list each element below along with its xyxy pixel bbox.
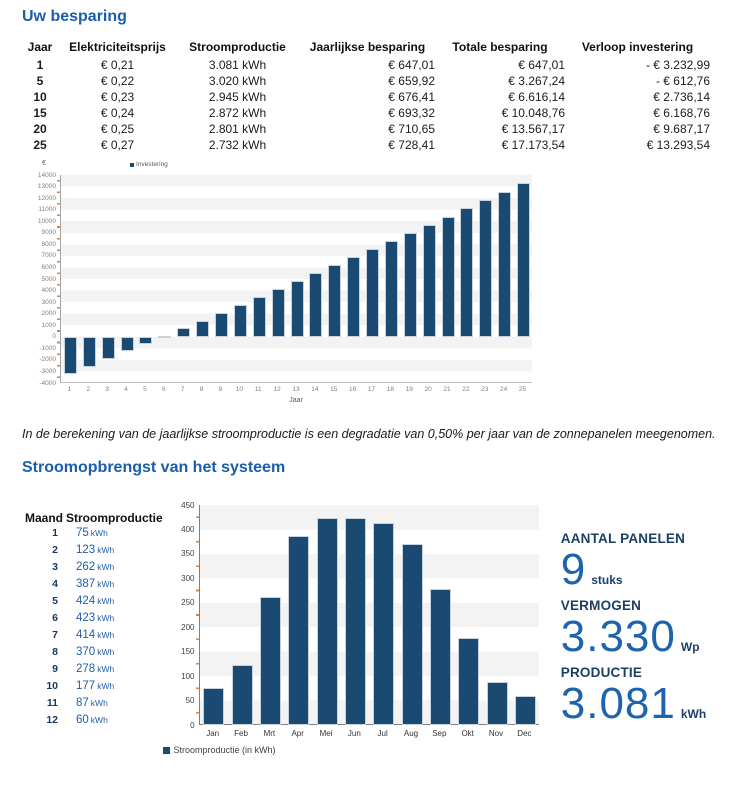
x-tick-label: Jan — [206, 729, 220, 738]
month-production-unit: kWh — [97, 545, 115, 555]
y-axis-minor-ticks — [196, 505, 199, 725]
y-axis-minor-ticks — [57, 175, 60, 383]
investering-bar — [177, 328, 190, 336]
y-tick-label: 13000 — [37, 183, 56, 191]
investering-bar — [139, 337, 152, 344]
x-tick-label: 7 — [180, 386, 185, 393]
x-tick-label: Feb — [234, 729, 248, 738]
x-tick-label: 16 — [349, 386, 357, 393]
y-tick-label: 7000 — [41, 252, 56, 260]
y-tick-label: 350 — [181, 549, 195, 559]
month-number: 4 — [52, 578, 58, 590]
production-bar — [232, 665, 253, 725]
y-tick-label: -4000 — [39, 379, 56, 387]
month-production-value: 278 — [76, 663, 96, 675]
panels-value-row — [560, 545, 734, 594]
x-tick-label: 20 — [424, 386, 432, 393]
legend-swatch — [163, 747, 170, 754]
monthly-production-chart — [169, 493, 537, 761]
production-unit: kWh — [680, 707, 707, 721]
investering-bar — [366, 249, 379, 337]
y-tick-label: 400 — [181, 524, 195, 534]
cell-verloop: € 13.293,54 — [646, 138, 710, 152]
x-tick-label: 1 — [67, 386, 72, 393]
col-header-verloop: Verloop investering — [581, 40, 694, 54]
monthly-table-header — [22, 511, 169, 525]
month-production-unit: kWh — [90, 715, 108, 725]
x-tick-label: 14 — [311, 386, 319, 393]
list-item — [22, 525, 169, 542]
degradation-note: In de berekening van de jaarlijkse stroomproductie is een degradatie van 0,50% per jaar van de zonnepanelen meegenomen. — [22, 427, 716, 441]
table-row — [20, 137, 710, 153]
month-production-unit: kWh — [97, 596, 115, 606]
month-production-unit: kWh — [97, 647, 115, 657]
chart-legend — [130, 161, 168, 168]
x-tick-label: 11 — [254, 386, 262, 393]
month-production-unit: kWh — [97, 613, 115, 623]
investering-bar — [272, 289, 285, 336]
y-tick-label: 4000 — [41, 287, 56, 295]
month-production-unit: kWh — [97, 579, 115, 589]
month-production-value: 123 — [76, 544, 96, 556]
cell-jaar: 1 — [36, 58, 44, 72]
production-bar — [288, 536, 309, 725]
cell-prijs: € 0,23 — [100, 90, 135, 104]
legend-label: Investering — [136, 161, 168, 168]
investering-bar — [460, 208, 473, 337]
cell-totaal: € 6.616,14 — [508, 90, 565, 104]
month-production-value: 87 — [76, 697, 89, 709]
y-tick-label: 50 — [185, 696, 195, 706]
production-bar — [345, 518, 366, 725]
legend-label: Stroomproductie (in kWh) — [173, 745, 276, 755]
month-production-unit: kWh — [97, 681, 115, 691]
section-title-savings: Uw besparing — [22, 8, 127, 25]
x-tick-label: Nov — [488, 729, 504, 738]
list-item — [22, 678, 169, 695]
month-production-value: 75 — [76, 527, 89, 539]
investering-bar — [442, 217, 455, 337]
x-tick-label: 10 — [235, 386, 243, 393]
y-tick-label: 450 — [181, 500, 195, 510]
investering-bar — [121, 337, 134, 352]
month-number: 10 — [46, 680, 58, 692]
cell-productie: 2.801 kWh — [208, 122, 267, 136]
cell-totaal: € 3.267,24 — [508, 74, 565, 88]
cell-productie: 2.732 kWh — [208, 138, 267, 152]
list-item — [22, 712, 169, 729]
y-tick-label: 8000 — [41, 240, 56, 248]
y-tick-label: 300 — [181, 573, 195, 583]
x-tick-label: 9 — [218, 386, 223, 393]
y-tick-label: 11000 — [38, 206, 56, 214]
month-production-unit: kWh — [90, 698, 108, 708]
y-tick-label: -2000 — [39, 356, 56, 364]
power-unit: Wp — [680, 640, 700, 654]
y-tick-label: 3000 — [41, 298, 56, 306]
col-header-jaarlijks: Jaarlijkse besparing — [309, 40, 426, 54]
section-title-production: Stroomopbrengst van het systeem — [22, 459, 286, 476]
col-header-jaar: Jaar — [27, 40, 53, 54]
x-tick-label: 24 — [500, 386, 508, 393]
month-number: 11 — [46, 697, 58, 709]
cell-productie: 3.020 kWh — [208, 74, 267, 88]
y-tick-label: 1000 — [41, 321, 56, 329]
y-axis-unit-label: € — [42, 160, 46, 167]
y-tick-label: 10000 — [37, 217, 56, 225]
month-number: 9 — [52, 663, 58, 675]
production-bar — [458, 638, 479, 725]
cell-verloop: € 6.168,76 — [653, 106, 710, 120]
x-tick-label: Jul — [377, 729, 388, 738]
cell-prijs: € 0,24 — [100, 106, 135, 120]
production-bar — [203, 688, 224, 725]
cell-jaar: 25 — [33, 138, 47, 152]
list-item — [22, 695, 169, 712]
panels-value: 9 — [560, 545, 587, 594]
col-header-productie: Stroomproductie — [189, 40, 286, 54]
cell-totaal: € 10.048,76 — [501, 106, 565, 120]
x-tick-label: 2 — [86, 386, 91, 393]
y-tick-label: 6000 — [41, 263, 56, 271]
x-tick-label: 12 — [273, 386, 281, 393]
savings-table — [20, 38, 710, 153]
cell-jaar: 5 — [36, 74, 44, 88]
table-row — [20, 73, 710, 89]
y-tick-label: 200 — [181, 622, 195, 632]
power-value-row — [560, 612, 734, 661]
month-number: 12 — [46, 714, 58, 726]
panels-unit: stuks — [591, 573, 623, 587]
x-tick-label: 3 — [105, 386, 109, 393]
list-item — [22, 661, 169, 678]
month-number: 3 — [52, 561, 58, 573]
investering-bar — [215, 313, 228, 337]
x-tick-label: 23 — [481, 386, 489, 393]
cell-jaar: 15 — [33, 106, 47, 120]
chart-legend — [163, 745, 276, 755]
production-label: PRODUCTIE — [560, 665, 643, 680]
investering-bar — [64, 337, 77, 374]
production-bar — [430, 589, 451, 725]
x-tick-label: 4 — [124, 386, 128, 393]
list-item — [22, 542, 169, 559]
y-tick-label: 100 — [181, 671, 195, 681]
cell-jaarlijks: € 647,01 — [388, 58, 435, 72]
cell-totaal: € 647,01 — [518, 58, 565, 72]
col-header-prijs: Elektriciteitsprijs — [69, 40, 166, 54]
cell-verloop: - € 612,76 — [655, 74, 710, 88]
cell-prijs: € 0,22 — [100, 74, 135, 88]
y-tick-label: 0 — [52, 333, 56, 341]
month-production-unit: kWh — [97, 630, 115, 640]
investering-bar — [309, 273, 322, 336]
cell-jaarlijks: € 728,41 — [388, 138, 435, 152]
production-bar — [373, 523, 394, 725]
cell-productie: 2.872 kWh — [208, 106, 267, 120]
list-item — [22, 593, 169, 610]
x-tick-label: 15 — [330, 386, 338, 393]
investering-bar — [423, 225, 436, 337]
investering-bar — [196, 321, 209, 337]
investering-bar — [479, 200, 492, 337]
month-number: 5 — [52, 595, 58, 607]
monthly-rows — [22, 525, 169, 729]
cell-productie: 3.081 kWh — [208, 58, 267, 72]
investering-plot-area — [60, 175, 532, 383]
month-number: 8 — [52, 646, 58, 658]
investering-bar — [291, 281, 304, 336]
month-production-unit: kWh — [97, 562, 115, 572]
investering-bar — [253, 297, 266, 337]
month-production-value: 60 — [76, 714, 89, 726]
cell-totaal: € 13.567,17 — [501, 122, 565, 136]
production-bar — [402, 544, 423, 725]
investering-chart — [12, 159, 557, 411]
table-row — [20, 121, 710, 137]
investering-bar — [83, 337, 96, 367]
month-production-value: 423 — [76, 612, 96, 624]
x-tick-label: Apr — [291, 729, 304, 738]
x-tick-label: 13 — [292, 386, 300, 393]
y-tick-label: 2000 — [41, 310, 56, 318]
cell-prijs: € 0,27 — [100, 138, 135, 152]
investering-bar — [385, 241, 398, 337]
y-tick-label: 5000 — [41, 275, 56, 283]
cell-jaarlijks: € 693,32 — [388, 106, 435, 120]
x-tick-label: 22 — [462, 386, 470, 393]
investering-bar — [498, 192, 511, 337]
month-number: 2 — [52, 544, 58, 556]
cell-prijs: € 0,25 — [100, 122, 135, 136]
savings-table-header-row — [20, 38, 710, 57]
monthly-production-table — [22, 493, 169, 761]
monthly-plot-area — [199, 505, 539, 725]
col-header-totaal: Totale besparing — [452, 40, 548, 54]
power-value: 3.330 — [560, 612, 676, 661]
list-item — [22, 644, 169, 661]
investering-bar — [328, 265, 341, 336]
x-tick-label: 18 — [386, 386, 394, 393]
table-row — [20, 89, 710, 105]
list-item — [22, 576, 169, 593]
production-value-row — [560, 679, 734, 728]
month-production-value: 414 — [76, 629, 96, 641]
month-production-value: 177 — [76, 680, 96, 692]
x-tick-label: 25 — [518, 386, 527, 393]
x-tick-label: Sep — [432, 729, 447, 738]
x-tick-label: 21 — [443, 386, 451, 393]
col-header-stroomproductie: Stroomproductie — [66, 511, 163, 525]
system-stats-panel — [561, 493, 734, 761]
power-label: VERMOGEN — [560, 598, 642, 613]
y-tick-label: -1000 — [39, 344, 56, 352]
month-production-unit: kWh — [90, 528, 108, 538]
x-axis-title: Jaar — [289, 397, 303, 404]
month-production-value: 424 — [76, 595, 96, 607]
cell-jaarlijks: € 659,92 — [388, 74, 435, 88]
cell-verloop: - € 3.232,99 — [645, 58, 710, 72]
month-production-unit: kWh — [97, 664, 115, 674]
col-header-maand: Maand — [24, 511, 63, 525]
y-tick-label: -3000 — [39, 367, 56, 375]
cell-jaarlijks: € 676,41 — [388, 90, 435, 104]
production-bar — [515, 696, 536, 725]
x-tick-label: Mrt — [263, 729, 276, 738]
x-tick-label: Mei — [319, 729, 333, 738]
investering-bar — [404, 233, 417, 337]
y-tick-label: 14000 — [37, 171, 56, 179]
cell-jaar: 10 — [33, 90, 47, 104]
cell-totaal: € 17.173,54 — [501, 138, 565, 152]
y-tick-label: 250 — [181, 598, 195, 608]
legend-swatch — [130, 163, 134, 167]
investering-bar — [158, 336, 171, 338]
list-item — [22, 627, 169, 644]
production-bar — [487, 682, 508, 725]
table-row — [20, 57, 710, 73]
panels-label: AANTAL PANELEN — [560, 531, 686, 546]
month-number: 6 — [52, 612, 58, 624]
cell-productie: 2.945 kWh — [208, 90, 267, 104]
month-production-value: 262 — [76, 561, 96, 573]
x-tick-label: Jun — [347, 729, 361, 738]
list-item — [22, 559, 169, 576]
cell-jaarlijks: € 710,65 — [388, 122, 435, 136]
x-tick-label: Aug — [403, 729, 419, 738]
production-bar — [317, 518, 338, 725]
y-tick-label: 9000 — [41, 229, 56, 237]
investering-bar — [347, 257, 360, 336]
list-item — [22, 610, 169, 627]
table-row — [20, 105, 710, 121]
month-production-value: 370 — [76, 646, 96, 658]
y-tick-label: 0 — [190, 720, 195, 730]
x-tick-label: 17 — [367, 386, 376, 393]
y-tick-label: 12000 — [37, 194, 56, 202]
x-tick-label: 19 — [405, 386, 413, 393]
cell-verloop: € 9.687,17 — [653, 122, 710, 136]
cell-verloop: € 2.736,14 — [653, 90, 710, 104]
month-number: 1 — [52, 527, 58, 539]
month-number: 7 — [52, 629, 58, 641]
y-tick-label: 150 — [181, 647, 195, 657]
investering-bar — [234, 305, 247, 337]
x-tick-label: 6 — [162, 386, 166, 393]
production-value: 3.081 — [560, 679, 676, 728]
month-production-value: 387 — [76, 578, 96, 590]
cell-prijs: € 0,21 — [100, 58, 135, 72]
x-tick-label: 5 — [143, 386, 147, 393]
x-tick-label: Dec — [517, 729, 532, 738]
production-section — [0, 493, 734, 761]
investering-bar — [517, 183, 530, 337]
x-tick-label: 8 — [199, 386, 204, 393]
investering-bar — [102, 337, 115, 359]
cell-jaar: 20 — [33, 122, 47, 136]
production-bar — [260, 597, 281, 725]
x-tick-label: Okt — [461, 729, 474, 738]
